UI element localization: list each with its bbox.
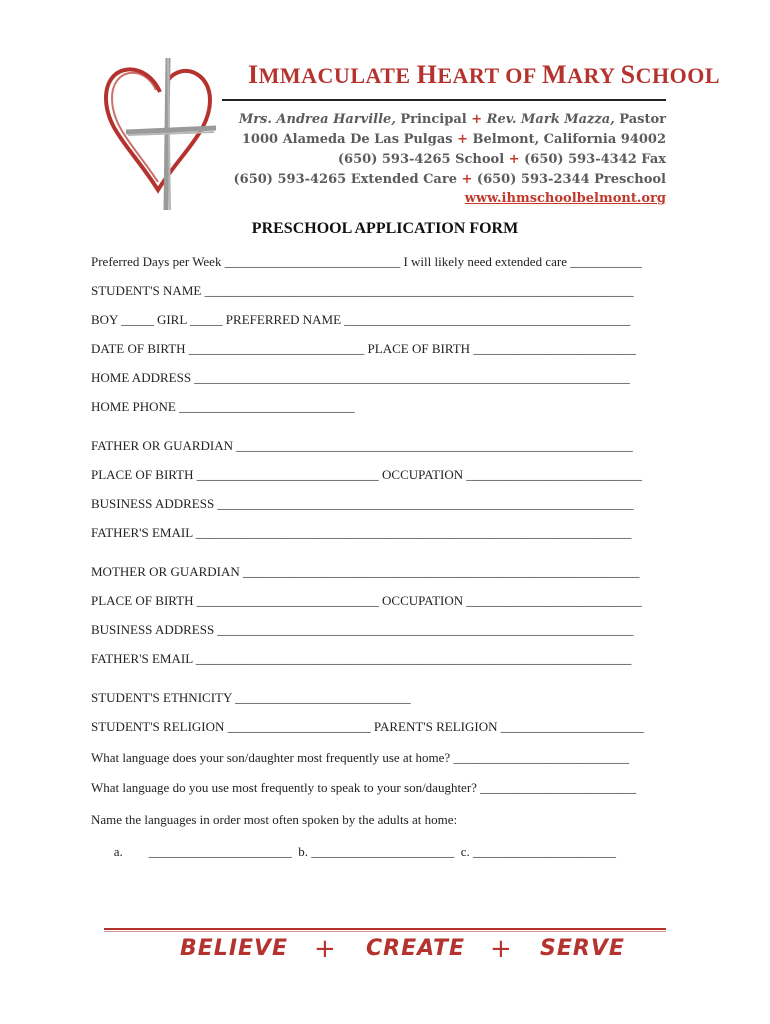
field-mother-business-address[interactable]: BUSINESS ADDRESS ________________________________________________________________ [91, 622, 634, 637]
school-name: IMMACULATE HEART OF MARY SCHOOL [248, 60, 721, 89]
motto-separator-plus: + [490, 934, 512, 964]
form-title: PRESCHOOL APPLICATION FORM [251, 220, 519, 237]
header-divider [222, 99, 666, 101]
motto-create: CREATE [366, 936, 466, 961]
field-home-phone[interactable]: HOME PHONE ___________________________ [91, 399, 355, 414]
motto-believe: BELIEVE [180, 936, 289, 961]
field-dob-birthplace[interactable]: DATE OF BIRTH ___________________________ PLACE OF BIRTH _________________________ [91, 341, 636, 356]
field-student-name[interactable]: STUDENT'S NAME __________________________________________________________________ [91, 283, 634, 298]
field-languages-list[interactable]: a. ______________________ b. ______________________ c. ______________________ [91, 844, 617, 859]
field-child-home-language[interactable]: What language does your son/daughter most frequently use at home? ___________________________ [91, 750, 629, 765]
field-father-guardian[interactable]: FATHER OR GUARDIAN _____________________________________________________________ [91, 438, 633, 453]
field-mother-email[interactable]: FATHER'S EMAIL ___________________________________________________________________ [91, 651, 632, 666]
phone-line-school: (650) 593-4265 School + (650) 593-4342 Fax [337, 152, 666, 167]
field-father-email[interactable]: FATHER'S EMAIL ___________________________________________________________________ [91, 525, 632, 540]
field-gender-preferred-name[interactable]: BOY _____ GIRL _____ PREFERRED NAME ____________________________________________ [91, 312, 631, 327]
field-student-ethnicity[interactable]: STUDENT'S ETHNICITY ___________________________ [91, 690, 411, 705]
field-home-address[interactable]: HOME ADDRESS ___________________________________________________________________ [91, 370, 630, 385]
languages-prompt: Name the languages in order most often spoken by the adults at home: [91, 812, 458, 827]
footer-divider [104, 928, 666, 930]
footer-divider-shadow [104, 931, 666, 932]
field-mother-birth-occupation[interactable]: PLACE OF BIRTH ____________________________ OCCUPATION ___________________________ [91, 593, 642, 608]
field-preferred-days[interactable]: Preferred Days per Week ___________________________ I will likely need extended care ___________ [91, 254, 642, 269]
motto-separator-plus: + [314, 934, 336, 964]
staff-line: Mrs. Andrea Harville, Principal + Rev. Mark Mazza, Pastor [238, 112, 666, 127]
field-mother-guardian[interactable]: MOTHER OR GUARDIAN _____________________________________________________________ [91, 564, 640, 579]
motto-serve: SERVE [540, 936, 625, 961]
website-link[interactable]: www.ihmschoolbelmont.org [464, 191, 666, 206]
field-father-birth-occupation[interactable]: PLACE OF BIRTH ____________________________ OCCUPATION ___________________________ [91, 467, 642, 482]
field-parent-language[interactable]: What language do you use most frequently to speak to your son/daughter? ________________________ [91, 780, 637, 795]
field-father-business-address[interactable]: BUSINESS ADDRESS ________________________________________________________________ [91, 496, 634, 511]
field-religion[interactable]: STUDENT'S RELIGION ______________________ PARENT'S RELIGION ______________________ [91, 719, 644, 734]
address-line: 1000 Alameda De Las Pulgas + Belmont, California 94002 [241, 132, 666, 147]
school-logo-heart-cross-icon [98, 50, 218, 210]
phone-line-extended: (650) 593-4265 Extended Care + (650) 593-2344 Preschool [233, 172, 666, 187]
